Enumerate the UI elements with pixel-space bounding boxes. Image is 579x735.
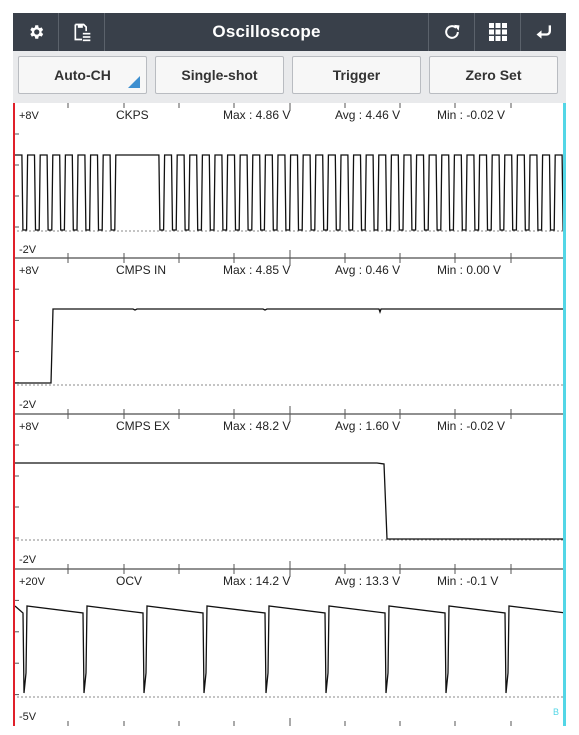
back-icon bbox=[534, 22, 554, 42]
oscilloscope-display bbox=[13, 103, 566, 726]
cmps-in-avg: Avg : 0.46 V bbox=[335, 263, 401, 277]
cmps-in-bottom-label: -2V bbox=[19, 399, 37, 411]
left-edge-marker bbox=[13, 103, 15, 726]
cmps-ex-bottom-label: -2V bbox=[19, 554, 37, 566]
trigger-button[interactable]: Trigger bbox=[292, 56, 421, 94]
ckps-trace bbox=[15, 155, 566, 230]
refresh-button[interactable] bbox=[428, 13, 474, 51]
cmps-ex-max: Max : 48.2 V bbox=[223, 419, 291, 433]
ocv-trace bbox=[15, 606, 566, 693]
zero-set-button[interactable]: Zero Set bbox=[429, 56, 558, 94]
dropdown-corner-icon bbox=[128, 76, 140, 88]
top-toolbar bbox=[13, 13, 566, 51]
cmps-in-trace bbox=[15, 309, 566, 383]
channel-ckps bbox=[13, 103, 566, 258]
settings-button[interactable] bbox=[13, 13, 59, 51]
control-button-row bbox=[13, 51, 566, 103]
channel-cmps-ex bbox=[13, 414, 566, 569]
ocv-name: OCV bbox=[116, 574, 143, 588]
cmps-ex-trace bbox=[15, 463, 566, 539]
ckps-top-label: +8V bbox=[19, 110, 39, 122]
gear-icon bbox=[27, 23, 45, 41]
cmps-in-min: Min : 0.00 V bbox=[437, 263, 502, 277]
cmps-in-name: CMPS IN bbox=[116, 263, 167, 277]
right-edge-marker bbox=[563, 103, 566, 726]
save-list-icon bbox=[72, 22, 92, 42]
grid-icon bbox=[489, 23, 507, 41]
ckps-max: Max : 4.86 V bbox=[223, 108, 291, 122]
ocv-avg: Avg : 13.3 V bbox=[335, 574, 401, 588]
cmps-ex-top-label: +8V bbox=[19, 421, 39, 433]
ocv-bottom-label: -5V bbox=[19, 711, 37, 723]
cmps-ex-avg: Avg : 1.60 V bbox=[335, 419, 401, 433]
channel-cmps-in bbox=[13, 258, 566, 414]
back-button[interactable] bbox=[520, 13, 566, 51]
cmps-ex-name: CMPS EX bbox=[116, 419, 171, 433]
save-list-button[interactable] bbox=[59, 13, 105, 51]
ocv-min: Min : -0.1 V bbox=[437, 574, 499, 588]
cmps-in-top-label: +8V bbox=[19, 265, 39, 277]
corner-label: B bbox=[553, 707, 560, 717]
ocv-top-label: +20V bbox=[19, 576, 45, 588]
auto-ch-button[interactable] bbox=[18, 56, 147, 94]
ckps-bottom-label: -2V bbox=[19, 244, 37, 256]
single-shot-button[interactable]: Single-shot bbox=[155, 56, 284, 94]
ckps-name: CKPS bbox=[116, 108, 149, 122]
refresh-icon bbox=[442, 22, 462, 42]
app-title: Oscilloscope bbox=[212, 22, 321, 41]
grid-button[interactable] bbox=[474, 13, 520, 51]
ckps-min: Min : -0.02 V bbox=[437, 108, 506, 122]
ckps-avg: Avg : 4.46 V bbox=[335, 108, 401, 122]
channel-ocv bbox=[13, 569, 566, 726]
scope-graph bbox=[13, 103, 566, 726]
cmps-ex-min: Min : -0.02 V bbox=[437, 419, 506, 433]
auto-ch-label: Auto-CH bbox=[54, 67, 111, 83]
ocv-max: Max : 14.2 V bbox=[223, 574, 291, 588]
cmps-in-max: Max : 4.85 V bbox=[223, 263, 291, 277]
